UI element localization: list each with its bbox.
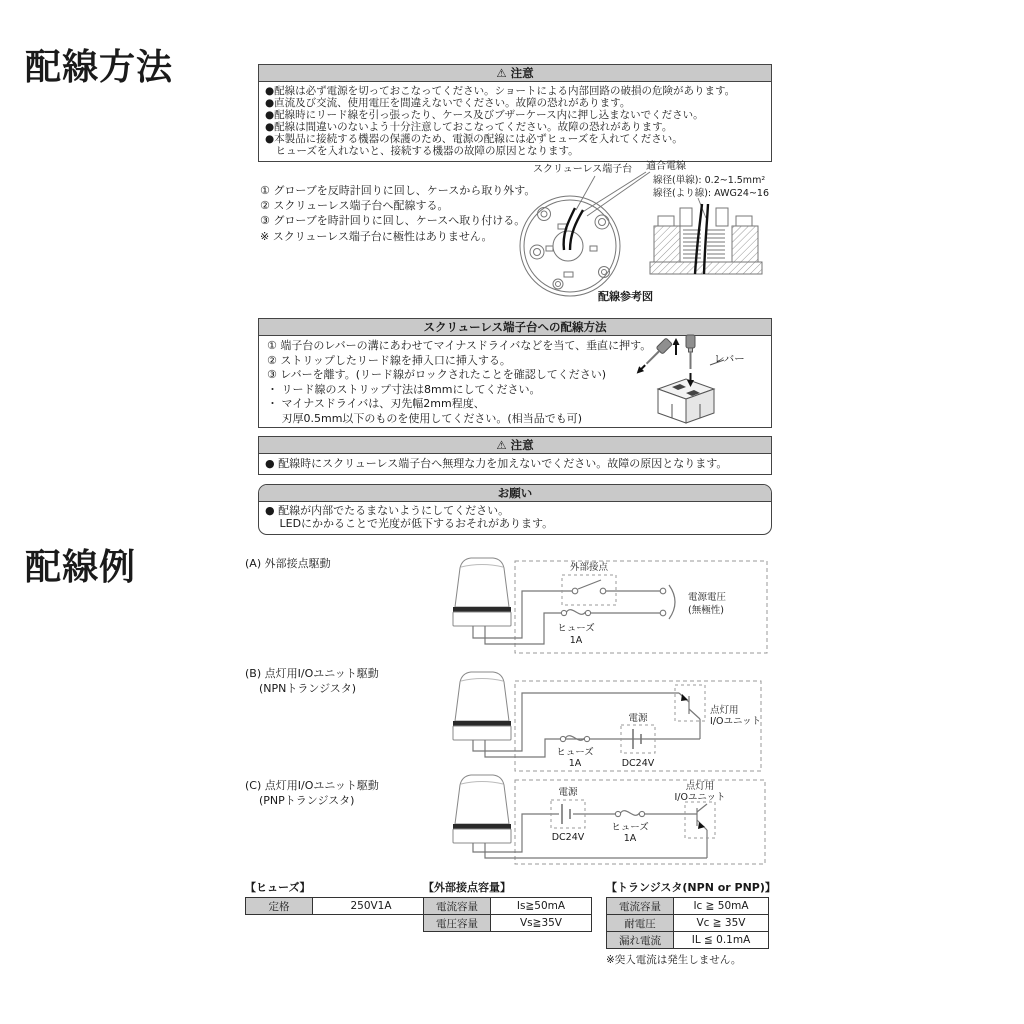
io-unit-label-1: 点灯用 [685, 781, 715, 792]
power-label: 電源 [628, 713, 648, 724]
wiring-step-line: ③ レバーを離す。(リード線がロックされたことを確認してください) [267, 368, 607, 382]
contact-spec-group [423, 879, 592, 932]
leader-lines [576, 172, 706, 218]
example-b-title: (B) 点灯用I/Oユニット駆動 [245, 667, 379, 680]
fuse-table-title: 【ヒューズ】 [245, 881, 311, 894]
inrush-current-note: ※突入電流は発生しません。 [606, 954, 742, 966]
table-cell-label: 漏れ電流 [607, 932, 674, 949]
table-row [424, 898, 592, 915]
caution-box-1-body [259, 82, 771, 161]
table-row [246, 898, 430, 915]
fuse-rating: 1A [623, 833, 637, 844]
terminal-block-label: スクリューレス端子台 [533, 164, 633, 175]
power-value: DC24V [551, 832, 585, 843]
table-row [607, 932, 769, 949]
lever-label: レバー [714, 353, 745, 365]
example-b-label [245, 667, 379, 696]
table-cell-value: Is≧50mA [491, 898, 592, 915]
up-arrow-icon [673, 338, 680, 355]
circuit-a-boundary [515, 561, 767, 653]
table-cell-value: Vc ≧ 35V [674, 915, 769, 932]
io-unit-label-2: I/Oユニット [710, 716, 762, 727]
external-contact-label: 外部接点 [569, 562, 609, 573]
circuit-a-contacts [561, 588, 665, 616]
table-row [607, 915, 769, 932]
wire-spec-solid: 線径(単線): 0.2~1.5mm² [653, 175, 766, 186]
table-cell-label: 耐電圧 [607, 915, 674, 932]
transistor-arrow [681, 694, 688, 701]
request-box-body [259, 502, 771, 534]
beacon-illustration [453, 558, 511, 626]
table-cell-value: Ic ≧ 50mA [674, 898, 769, 915]
step-line: ② スクリューレス端子台へ配線する。 [260, 199, 449, 213]
lead-wires [564, 208, 583, 250]
wiring-step-line: 刃厚0.5mm以下のものを使用してください。(相当品でも可) [267, 411, 583, 425]
example-a-label [245, 557, 331, 572]
contact-table-title: 【外部接点容量】 [423, 881, 511, 894]
request-line: ● 配線が内部でたるまないようにしてください。 [265, 504, 510, 517]
screwdriver-angled-icon [633, 338, 672, 377]
request-box-header [259, 485, 771, 502]
lever-illustration [630, 333, 755, 425]
example-c-label [245, 779, 379, 808]
warning-icon: ⚠ [496, 438, 507, 452]
example-c-title: (C) 点灯用I/Oユニット駆動 [245, 779, 379, 792]
wire-spec-stranded: 線径(より線): AWG24~16 [653, 188, 770, 199]
io-unit-label-1: 点灯用 [710, 705, 739, 716]
terminal-cross-section [650, 204, 762, 274]
request-box-title: お願い [497, 486, 533, 500]
wiring-step-line: ・ マイナスドライバは、刃先幅2mm程度、 [267, 397, 485, 411]
fuse-label: ヒューズ [557, 623, 595, 634]
fuse-label: ヒューズ [611, 822, 649, 833]
page-title-wiring-method: 配線方法 [25, 47, 174, 89]
table-cell-value: IL ≦ 0.1mA [674, 932, 769, 949]
caution-box-1-header [259, 65, 771, 82]
reference-diagram-caption: 配線参考図 [598, 290, 653, 303]
table-cell-value: Vs≧35V [491, 915, 592, 932]
supply-voltage-note: (無極性) [688, 605, 724, 616]
wiring-step-line: ① 端子台のレバーの溝にあわせてマイナスドライバなどを当て、垂直に押す。 [267, 339, 652, 352]
fuse-spec-group [245, 879, 430, 915]
caution-line: ●配線は間違いのないよう十分注意しておこなってください。故障の恐れがあります。 [265, 121, 673, 133]
fuse-rating: 1A [568, 758, 582, 769]
caution-line: ヒューズを入れないと、接続する機器の故障の原因となります。 [265, 145, 579, 157]
step-line: ① グローブを反時計回りに回し、ケースから取り外す。 [260, 184, 536, 197]
example-c-subtitle: (PNPトランジスタ) [259, 793, 355, 807]
beacon-illustration [453, 775, 511, 843]
table-row [424, 915, 592, 932]
circuit-b-diagram [443, 663, 778, 778]
transistor-table-title: 【トランジスタ(NPN or PNP)】 [606, 881, 776, 894]
caution-line: ●配線は必ず電源を切っておこなってください。ショートによる内部回路の破損の危険があります。 [265, 85, 736, 97]
terminal-block-drawing [658, 379, 714, 423]
transistor-arrow [698, 822, 705, 829]
contact-capacity-table [423, 897, 592, 932]
step-line: ※ スクリューレス端子台に極性はありません。 [260, 229, 493, 243]
caution-box-1-title: 注意 [510, 66, 534, 80]
caution-box-2-title: 注意 [510, 438, 534, 452]
request-line: LEDにかかることで光度が低下するおそれがあります。 [265, 516, 554, 530]
example-a-title: (A) 外部接点駆動 [245, 557, 331, 570]
caution-box-1 [258, 64, 772, 162]
external-contact-box [562, 575, 616, 605]
beacon-illustration [453, 672, 511, 740]
circuit-c-contacts [615, 811, 644, 816]
example-b-subtitle: (NPNトランジスタ) [259, 681, 357, 695]
power-label: 電源 [558, 787, 578, 798]
caution-line: ●本製品に接続する機器の保護のため、電源の配線には必ずヒューズを入れてください。 [265, 133, 683, 145]
caution-box-2-header [259, 437, 771, 454]
wiring-step-line: ・ リード線のストリップ寸法は8mmにしてください。 [267, 382, 541, 396]
table-cell-label: 電流容量 [607, 898, 674, 915]
table-cell-value: 250V1A [313, 898, 430, 915]
request-box [258, 484, 772, 535]
table-cell-label: 電圧容量 [424, 915, 491, 932]
warning-icon: ⚠ [496, 66, 507, 80]
step-line: ③ グローブを時計回りに回し、ケースへ取り付ける。 [260, 214, 526, 228]
page-title-wiring-example: 配線例 [25, 547, 137, 589]
transistor-table [606, 897, 769, 949]
io-unit-box [685, 802, 715, 838]
table-cell-label: 定格 [246, 898, 313, 915]
caution-box-2-body [259, 454, 771, 474]
terminal-wiring-box-title: スクリューレス端子台への配線方法 [423, 320, 607, 334]
wiring-step-line: ② ストリップしたリード線を挿入口に挿入する。 [267, 353, 511, 367]
io-unit-label-2: I/Oユニット [674, 792, 726, 803]
transistor-spec-group [606, 879, 776, 967]
power-value: DC24V [621, 758, 655, 769]
io-unit-box [675, 685, 705, 721]
fuse-table [245, 897, 430, 915]
compatible-wire-label: 適合電線 [646, 161, 686, 172]
removal-steps [260, 183, 535, 244]
circuit-c-diagram [443, 772, 778, 872]
supply-voltage-label: 電源電圧 [688, 592, 727, 603]
caution-box-2 [258, 436, 772, 475]
caution-line: ●直流及び交流、使用電圧を間違えないでください。故障の恐れがあります。 [265, 97, 631, 109]
wiring-reference-diagram [500, 158, 780, 300]
caution-line: ● 配線時にスクリューレス端子台へ無理な力を加えないでください。故障の原因となります。 [265, 457, 728, 470]
fuse-rating: 1A [569, 635, 583, 646]
circuit-a-diagram [443, 551, 778, 661]
caution-line: ●配線時にリード線を引っ張ったり、ケース及びブザーケース内に押し込まないでください。 [265, 109, 704, 121]
fuse-label: ヒューズ [556, 747, 594, 758]
table-cell-label: 電流容量 [424, 898, 491, 915]
table-row [607, 898, 769, 915]
